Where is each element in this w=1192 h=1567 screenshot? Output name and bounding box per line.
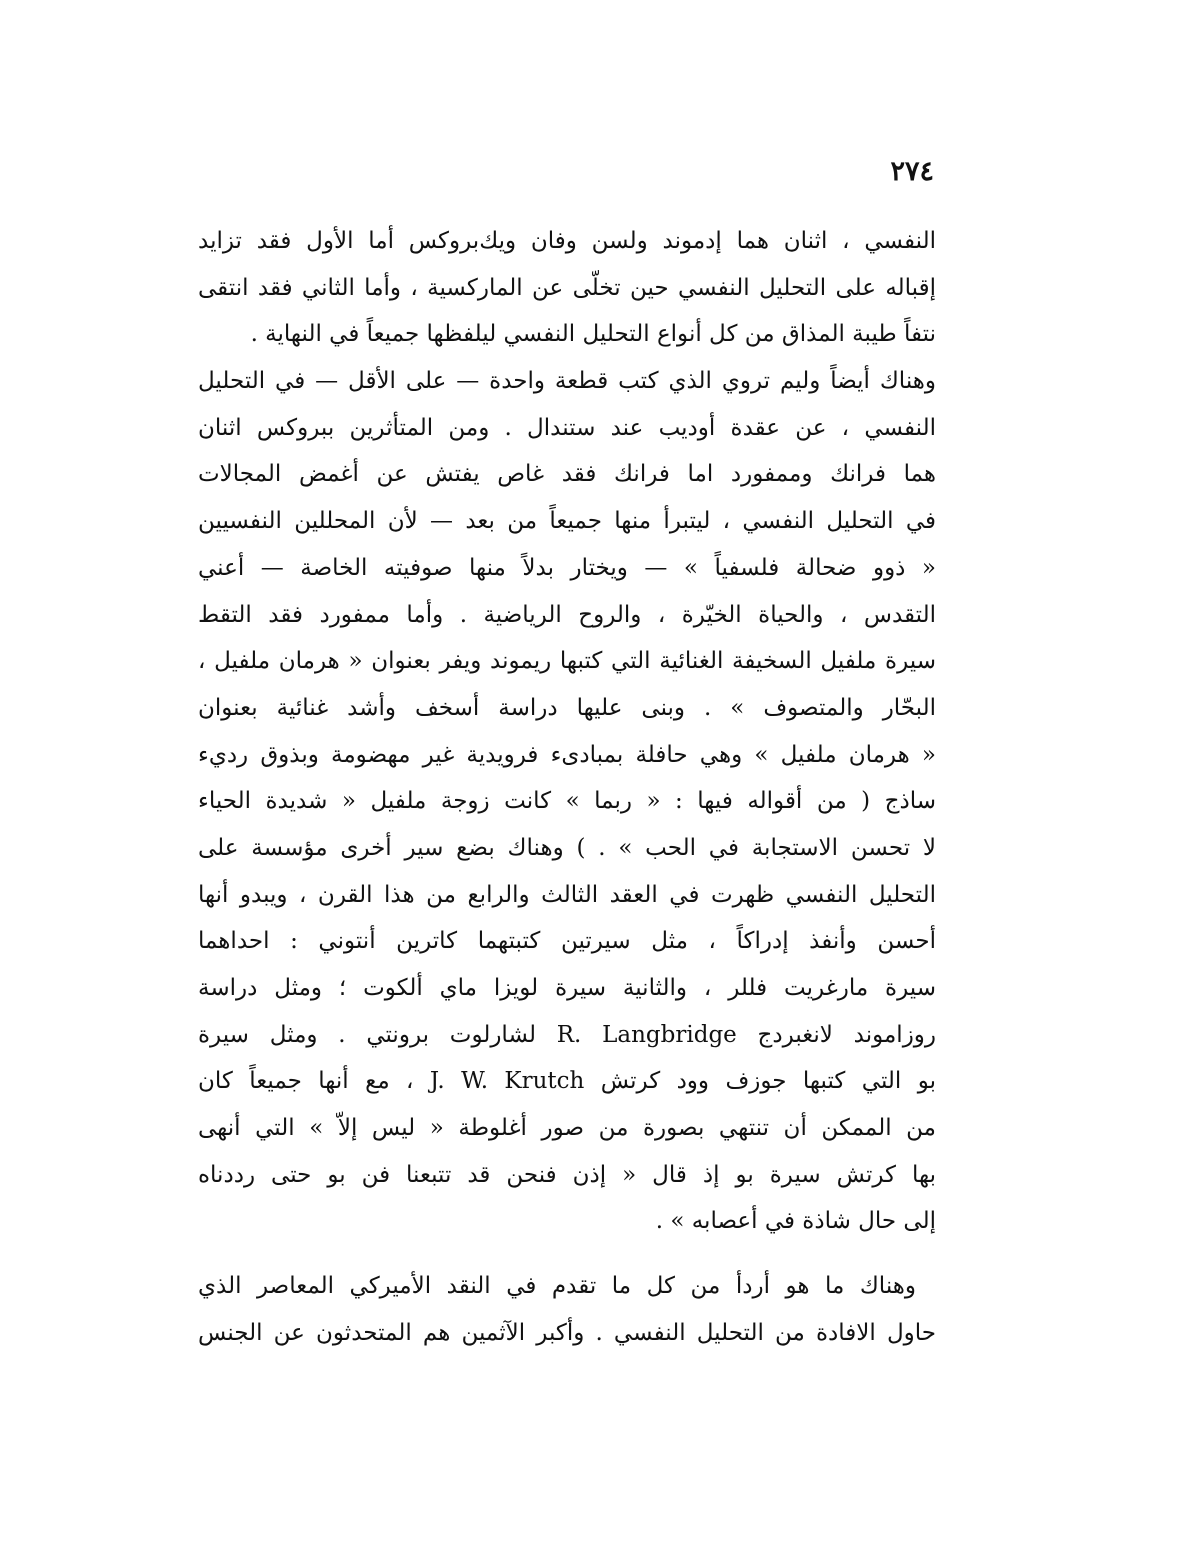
text-line: « هرمان ملفيل » وهي حافلة بمبادىء فرويدية غير مهضومة وبذوق رديء [198,741,936,768]
text-line: سيرة مارغريت فللر ، والثانية سيرة لويزا ماي ألكوت ؛ ومثل دراسة [198,975,936,1001]
body-text [198,218,936,1357]
text-line: وهناك ما هو أردأ من كل ما تقدم في النقد الأميركي المعاصر الذي [198,1273,916,1300]
text-line: في التحليل النفسي ، ليتبرأ منها جميعاً من بعد — لأن المحللين النفسيين [198,508,936,535]
paragraph-spacer [198,1245,936,1263]
text-line: بها كرتش سيرة بو إذ قال « إذن فنحن قد تتبعنا فن بو حتى رددناه [198,1161,936,1188]
text-line: إقباله على التحليل النفسي حين تخلّى عن الماركسية ، وأما الثاني فقد انتقى [198,274,936,301]
text-line: التحليل النفسي ظهرت في العقد الثالث والرابع من هذا القرن ، ويبدو أنها [198,881,936,908]
text-line: ساذج ( من أقواله فيها : « ربما » كانت زوجة ملفيل « شديدة الحياء [198,788,936,815]
text-line: البحّار والمتصوف » . وبنى عليها دراسة أسخف وأشد غنائية بعنوان [198,694,936,721]
text-line: النفسي ، عن عقدة أوديب عند ستندال . ومن المتأثرين ببروكس اثنان [198,414,936,441]
text-line: وهناك أيضاً وليم تروي الذي كتب قطعة واحدة — على الأقل — في التحليل [198,368,936,395]
page-number: ٢٧٤ [890,156,934,187]
paragraph-1 [198,218,936,1245]
text-line: « ذوو ضحالة فلسفياً » — ويختار بدلاً منها صوفيته الخاصة — أعني [198,554,936,581]
text-line: سيرة ملفيل السخيفة الغنائية التي كتبها ريموند ويفر بعنوان « هرمان ملفيل ، [198,648,936,675]
text-line: إلى حال شاذة في أعصابه » . [655,1208,936,1235]
text-line: النفسي ، اثنان هما إدموند ولسن وفان ويك‌بروكس أما الأول فقد تزايد [198,228,936,254]
text-line: نتفاً طيبة المذاق من كل أنواع التحليل النفسي ليلفظها جميعاً في النهاية . [250,321,936,348]
paragraph-2 [198,1263,936,1356]
text-line: بو التي كتبها جوزف وود كرتش J. W. Krutch ، مع أنها جميعاً كان [198,1068,936,1095]
text-line: هما فرانك وممفورد اما فرانك فقد غاص يفتش عن أغمض المجالات [198,461,936,488]
text-line: من الممكن أن تنتهي بصورة من صور أغلوطة « ليس إلاّ » التي أنهى [198,1115,936,1142]
text-line: أحسن وأنفذ إدراكاً ، مثل سيرتين كتبتهما كاترين أنتوني : احداهما [198,928,936,955]
text-line: حاول الافادة من التحليل النفسي . وأكبر الآثمين هم المتحدثون عن الجنس [198,1319,936,1346]
text-line: التقدس ، والحياة الخيّرة ، والروح الرياضية . وأما ممفورد فقد التقط [198,601,936,628]
text-line: روزاموند لانغبردج R. Langbridge لشارلوت برونتي . ومثل سيرة [198,1021,937,1048]
text-line: لا تحسن الاستجابة في الحب » . ) وهناك بضع سير أخرى مؤسسة على [198,834,936,861]
